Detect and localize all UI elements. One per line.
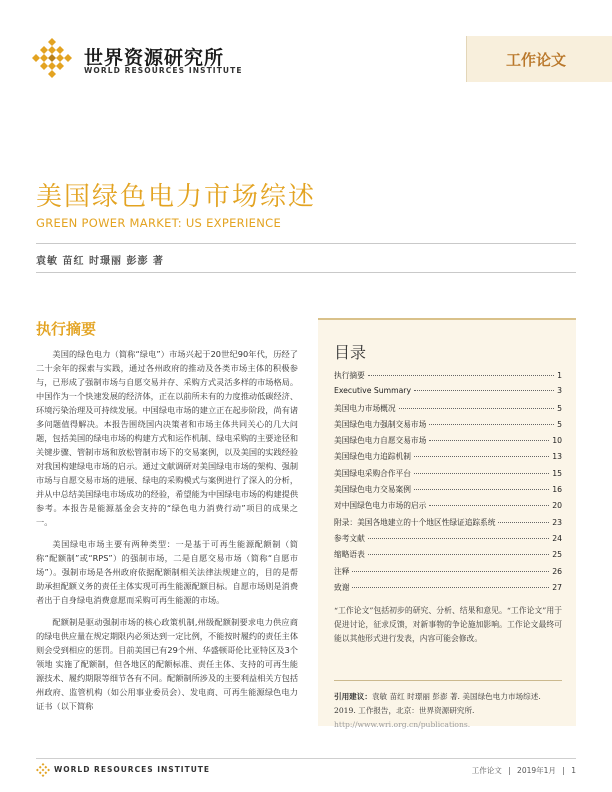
wri-logo-icon (32, 38, 72, 78)
working-paper-note: “工作论文”包括初步的研究、分析、结果和意见。“工作论文”用于促进讨论，征求反馈，对新事物的争论施加影响。工作论文最终可能以其他形式进行发表，内容可能会修改。 (334, 606, 562, 643)
toc-leader (429, 440, 549, 441)
toc-entry[interactable] (334, 517, 562, 533)
document-title-en: GREEN POWER MARKET: US EXPERIENCE (36, 216, 282, 230)
toc-entry-label: 美国绿电采购合作平台 (334, 468, 411, 478)
toc-leader (498, 522, 549, 523)
toc-entry-page: 23 (552, 517, 562, 527)
toc-entry-page: 5 (557, 419, 562, 429)
doc-type-badge (466, 36, 612, 82)
toc-entry-label: 缩略语表 (334, 550, 365, 560)
toc-leader (368, 375, 554, 376)
toc-entry-label: Executive Summary (334, 386, 412, 396)
toc-leader (429, 424, 554, 425)
toc-entry-label: 注释 (334, 566, 350, 576)
footer-separator: | (562, 766, 565, 775)
toc-entry[interactable] (334, 403, 562, 419)
citation-label: 引用建议： (334, 692, 372, 701)
authors: 袁敏 苗红 时璟丽 彭澎 著 (36, 256, 164, 267)
toc-entry[interactable] (334, 566, 562, 582)
toc-entry-label: 美国绿色电力交易案例 (334, 485, 411, 495)
toc-entry-page: 24 (552, 533, 562, 543)
toc-title: 目录 (334, 343, 367, 362)
toc-leader (414, 473, 549, 474)
toc-leader (368, 554, 549, 555)
toc-panel (318, 318, 576, 729)
toc-entry[interactable] (334, 549, 562, 565)
toc-entry-page: 10 (552, 436, 562, 446)
footer-separator: | (508, 766, 511, 775)
executive-summary-heading: 执行摘要 (36, 320, 97, 338)
toc-leader (414, 489, 549, 490)
title-divider (36, 243, 576, 244)
footer-doc-type: 工作论文 (471, 766, 502, 775)
toc-entry-page: 1 (557, 371, 562, 380)
toc-entry[interactable] (334, 533, 562, 549)
toc-leader (399, 408, 555, 409)
toc-entry-page: 26 (552, 566, 562, 576)
toc-entry-label: 附录：美国各地建立的十个地区性绿证追踪系统 (334, 517, 496, 527)
note-divider (334, 680, 562, 681)
summary-paragraph: 美国的绿色电力（简称“绿电”）市场兴起于20世纪90年代，历经了二十余年的探索与实践，通过各州政府的推动及各类市场主体的积极参与，已形成了强制市场与自愿交易并存、采购方式灵活多样的市场格局。中国作为一个快速发展的经济体，正在以前所未有的力度推动低碳经济、环境污染治理及可持续发展。中国绿电市场的建立正在起步阶段，尚有诸多问题值得解决。本报告围绕国内决策者和市场主体共同关心的几大问题，包括美国的绿电市场的构建方式和运作机制、绿电采购的主要途径和关键步骤、管制市场和放松管制市场下的交易案例，以及美国的实践经验对我国构建绿电市场的启示。通过文献调研对美国绿电市场的架构、强制市场与自愿交易市场的进展、绿电的采购模式与案例进行了深入的分析，并从中总结美国绿电市场成功的经验，希望能为中国绿电市场的构建提供参考。本报告是能源基金会支持的“绿色电力消费行动”项目的成果之一。 (36, 349, 299, 527)
toc-leader (352, 587, 549, 588)
footer-divider (36, 758, 576, 759)
toc-entry-label: 美国绿色电力追踪机制 (334, 452, 411, 462)
toc-entry[interactable] (334, 451, 562, 467)
toc-entry-label: 参考文献 (334, 533, 365, 543)
toc-entry-page: 13 (552, 452, 562, 462)
toc-entry-label: 致谢 (334, 582, 350, 592)
org-name-cn: 世界资源研究所 (84, 47, 225, 69)
footer-org-name: WORLD RESOURCES INSTITUTE (54, 765, 211, 774)
toc-entry[interactable] (334, 484, 562, 500)
toc-entry[interactable] (334, 386, 562, 402)
toc-entry[interactable] (334, 582, 562, 598)
executive-summary-body (36, 347, 298, 721)
toc-entry-label: 美国绿色电力自愿交易市场 (334, 436, 427, 446)
toc-leader (414, 390, 554, 391)
toc-entry[interactable] (334, 419, 562, 435)
footer-meta (468, 765, 576, 776)
toc-leader (414, 456, 549, 457)
toc-leader (352, 571, 549, 572)
footer-date: 2019年1月 (517, 766, 556, 775)
toc-entry-page: 5 (557, 403, 562, 413)
toc-entry-label: 对中国绿色电力市场的启示 (334, 501, 427, 511)
doc-type-label: 工作论文 (505, 51, 566, 69)
toc-entry-label: 美国绿色电力强制交易市场 (334, 419, 427, 429)
toc-entry[interactable] (334, 468, 562, 484)
toc-entry-page: 15 (552, 468, 562, 478)
toc-entry-page: 25 (552, 550, 562, 560)
summary-paragraph: 配额制是驱动强制市场的核心政策机制,州级配额制要求电力供应商的绿电供应量在规定期限内必须达到一定比例，不能按时履约的责任主体则会受到相应的惩罚。目前美国已有29个州、华盛顿哥伦比亚特区及3个领地 实施了配额制，但各地区的配额标准、责任主体、支持的可再生能源技术、履约期限等细节各有不同。配额制所涉及的主要利益相关方包括州政府、监管机构（如公用事业委员会）、发电商、可再生能源绿色电力证书（以下简称 (36, 617, 299, 711)
toc-entry[interactable] (334, 370, 562, 386)
page-number: 1 (571, 766, 576, 775)
toc-entry[interactable] (334, 500, 562, 516)
toc-entry-label: 执行摘要 (334, 371, 365, 380)
toc-entry-page: 3 (557, 386, 562, 396)
toc-entry-page: 20 (552, 501, 562, 511)
citation-link[interactable]: http://www.wri.org.cn/publications. (334, 720, 471, 729)
org-name-en: WORLD RESOURCES INSTITUTE (84, 66, 243, 75)
citation (334, 690, 562, 732)
toc-entry-page: 27 (552, 582, 562, 592)
document-title-cn: 美国绿色电力市场综述 (36, 182, 317, 212)
citation-text: 袁敏 苗红 时璟丽 彭澎 著. 美国绿色电力市场综述. 2019. 工作报告，北京：世界资源研究所. (334, 692, 541, 715)
toc-entry[interactable] (334, 435, 562, 451)
toc-entry-page: 16 (552, 485, 562, 495)
toc-leader (429, 505, 549, 506)
summary-paragraph: 美国绿电市场主要有两种类型：一是基于可再生能源配额制（简称“配额制”或“RPS”）的强制市场，二是自愿交易市场（简称“自愿市场”）。强制市场是各州政府依据配额制相关法律法规建立的，目的是帮助承担配额义务的责任主体实现可再生能源配额目标。自愿市场则是消费者出于自身绿电消费意愿而采购可再生能源的市场。 (36, 539, 299, 605)
wri-logo-icon (36, 763, 50, 777)
authors-divider (36, 272, 576, 273)
toc-entry-label: 美国电力市场概况 (334, 403, 396, 413)
toc-list (334, 370, 562, 598)
toc-leader (368, 538, 549, 539)
